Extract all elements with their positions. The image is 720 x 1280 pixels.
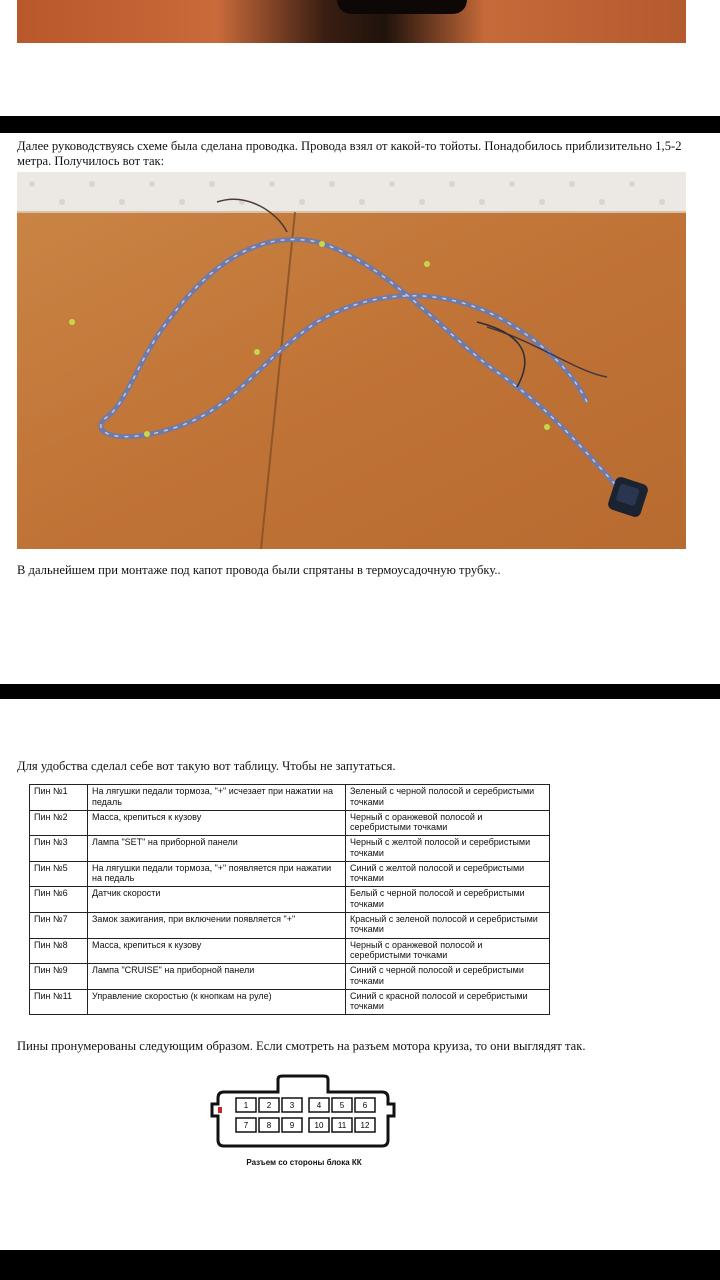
table-row bbox=[30, 785, 550, 811]
wire-cell: Черный с оранжевой полосой и серебристыми точками bbox=[346, 810, 550, 836]
pin-label: 8 bbox=[266, 1121, 272, 1130]
pin-cell: Пин №1 bbox=[30, 785, 88, 811]
pin-label: 11 bbox=[337, 1121, 347, 1130]
wiring-intro-text: Далее руководствуясь схеме была сделана проводка. Провода взял от какой-то тойоты. Понадобилось приблизительно 1,5-2 метра. Получилось вот так: bbox=[17, 139, 682, 168]
wire-cell: Красный с зеленой полосой и серебристыми точками bbox=[346, 912, 550, 938]
pin-label: 3 bbox=[289, 1101, 295, 1110]
pin-label: 2 bbox=[266, 1101, 272, 1110]
pin-cell: Пин №3 bbox=[30, 836, 88, 862]
purpose-cell: Замок зажигания, при включении появляется "+" bbox=[88, 912, 346, 938]
table-row bbox=[30, 836, 550, 862]
pin-table bbox=[29, 784, 550, 1015]
purpose-cell: На лягушки педали тормоза, "+" появляется при нажатии на педаль bbox=[88, 861, 346, 887]
pin-label: 4 bbox=[316, 1101, 322, 1110]
pin-label: 1 bbox=[243, 1101, 249, 1110]
wiring-harness-photo bbox=[17, 172, 686, 549]
connector-caption: Разъем со стороны блока КК bbox=[246, 1158, 362, 1167]
pin-cell: Пин №2 bbox=[30, 810, 88, 836]
table-row bbox=[30, 989, 550, 1015]
pin-label: 12 bbox=[360, 1121, 370, 1130]
section-divider bbox=[0, 684, 720, 699]
pin-cell: Пин №7 bbox=[30, 912, 88, 938]
pin-cell: Пин №11 bbox=[30, 989, 88, 1015]
wire-cell: Синий с черной полосой и серебристыми точками bbox=[346, 964, 550, 990]
pins-intro-text: Пины пронумерованы следующим образом. Если смотреть на разъем мотора круиза, то они выглядят так. bbox=[17, 1039, 586, 1053]
purpose-cell: Масса, крепиться к кузову bbox=[88, 810, 346, 836]
pin-label: 5 bbox=[339, 1101, 345, 1110]
pin-label: 6 bbox=[362, 1101, 368, 1110]
purpose-cell: Масса, крепиться к кузову bbox=[88, 938, 346, 964]
pin-label: 9 bbox=[289, 1121, 295, 1130]
wire-cell: Белый с черной полосой и серебристыми точками bbox=[346, 887, 550, 913]
table-row bbox=[30, 938, 550, 964]
wire-cell: Синий с красной полосой и серебристыми точками bbox=[346, 989, 550, 1015]
section-divider bbox=[0, 116, 720, 133]
pin-cell: Пин №8 bbox=[30, 938, 88, 964]
pin-label: 10 bbox=[314, 1121, 324, 1130]
wire-cell: Синий с желтой полосой и серебристыми точками bbox=[346, 861, 550, 887]
pin-cell: Пин №9 bbox=[30, 964, 88, 990]
wire-cell: Зеленый с черной полосой и серебристыми точками bbox=[346, 785, 550, 811]
table-row bbox=[30, 887, 550, 913]
purpose-cell: Датчик скорости bbox=[88, 887, 346, 913]
previous-photo-fragment bbox=[17, 0, 686, 43]
purpose-cell: Лампа "CRUISE" на приборной панели bbox=[88, 964, 346, 990]
table-row bbox=[30, 912, 550, 938]
pin-cell: Пин №5 bbox=[30, 861, 88, 887]
section-divider bbox=[0, 1250, 720, 1280]
table-intro-text: Для удобства сделал себе вот такую вот таблицу. Чтобы не запутаться. bbox=[17, 759, 396, 773]
table-row bbox=[30, 964, 550, 990]
pin-cell: Пин №6 bbox=[30, 887, 88, 913]
table-row bbox=[30, 810, 550, 836]
wire-cell: Черный с желтой полосой и серебристыми точками bbox=[346, 836, 550, 862]
pin-label: 7 bbox=[243, 1121, 249, 1130]
purpose-cell: На лягушки педали тормоза, "+" исчезает при нажатии на педаль bbox=[88, 785, 346, 811]
wire-cell: Черный с оранжевой полосой и серебристыми точками bbox=[346, 938, 550, 964]
purpose-cell: Лампа "SET" на приборной панели bbox=[88, 836, 346, 862]
table-row bbox=[30, 861, 550, 887]
purpose-cell: Управление скоростью (к кнопкам на руле) bbox=[88, 989, 346, 1015]
heat-shrink-text: В дальнейшем при монтаже под капот провода были спрятаны в термоусадочную трубку.. bbox=[17, 563, 501, 577]
